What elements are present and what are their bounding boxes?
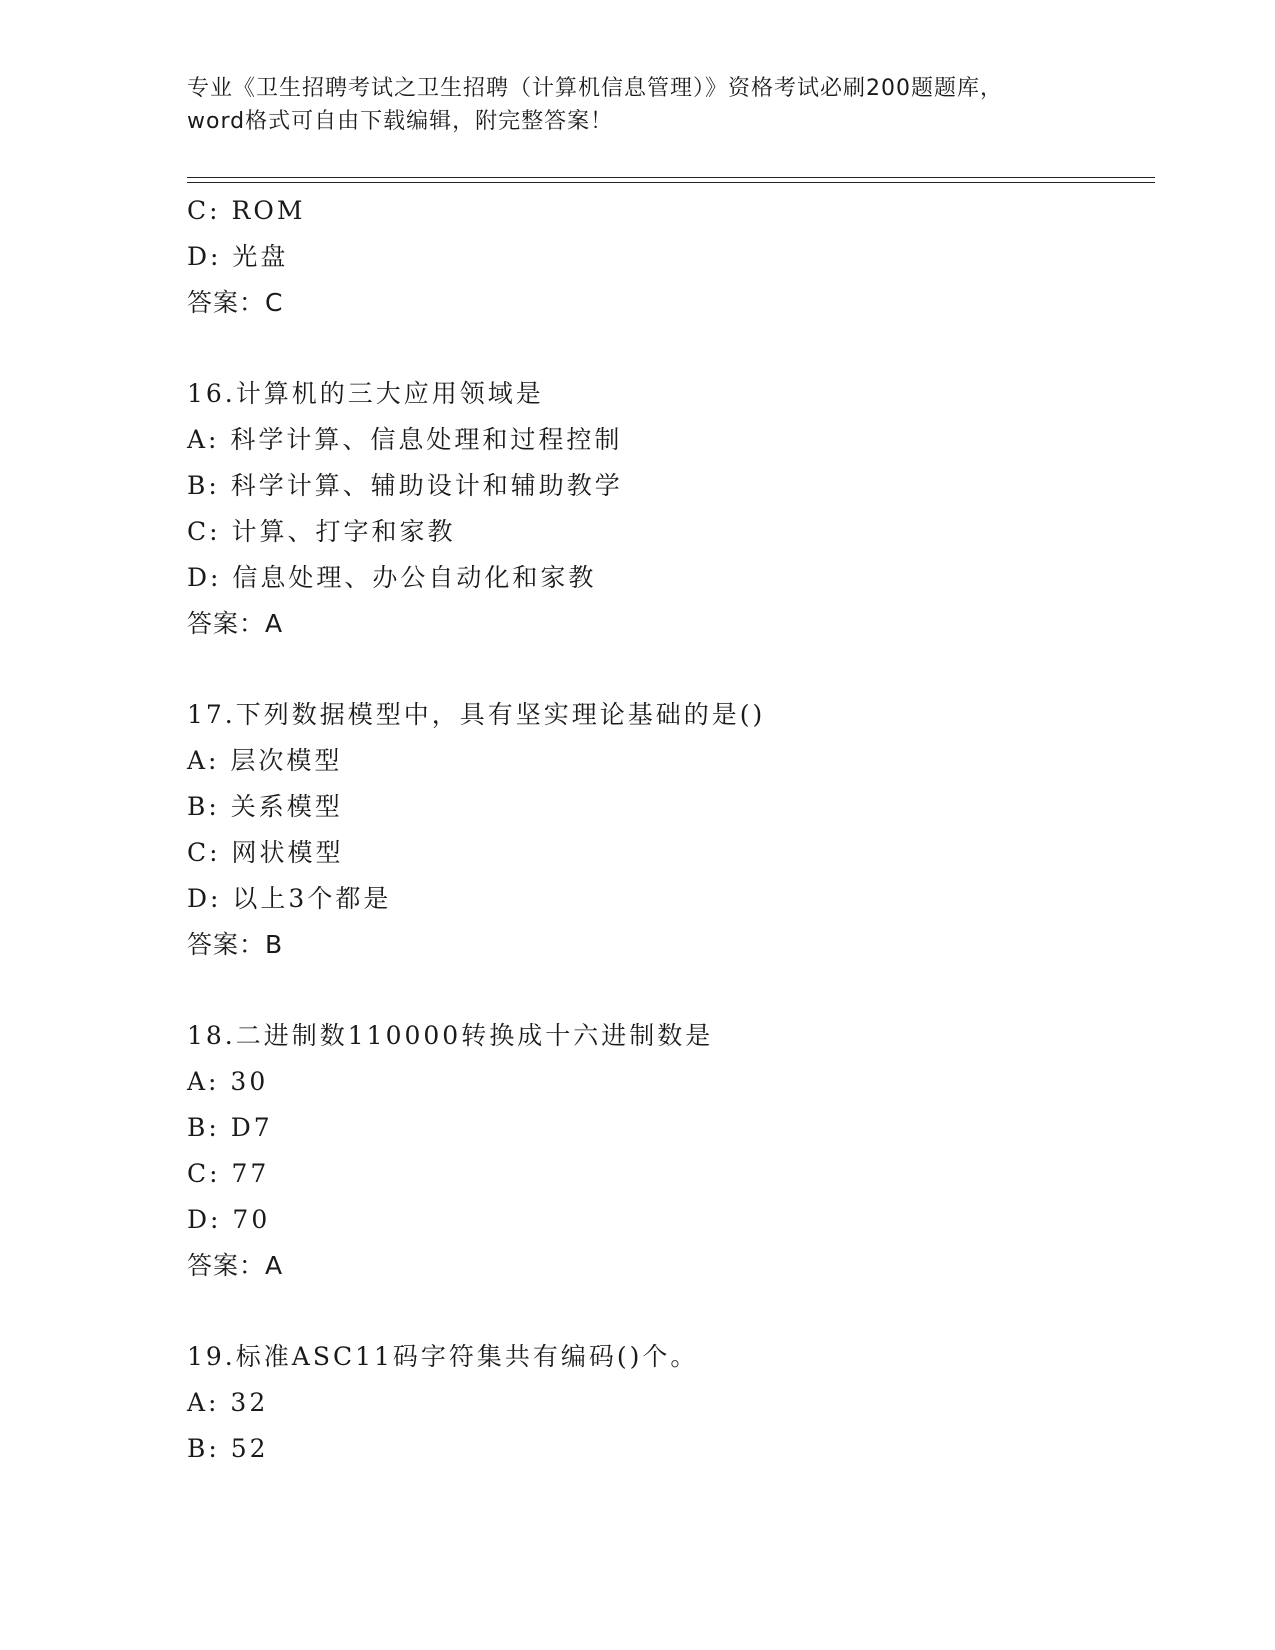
option-c: C: ROM [187, 196, 306, 225]
partial-question-15 [187, 188, 1147, 326]
question-19 [187, 1334, 1147, 1472]
question-18 [187, 1013, 1147, 1289]
question-stem: 18.二进制数110000转换成十六进制数是 [187, 1021, 714, 1050]
option-d: D: 光盘 [187, 242, 289, 271]
option-d: D: 以上3个都是 [187, 884, 392, 913]
option-b: B: D7 [187, 1113, 273, 1142]
question-stem: 16.计算机的三大应用领域是 [187, 379, 544, 408]
option-b: B: 52 [187, 1434, 269, 1463]
option-a: A: 层次模型 [187, 746, 343, 775]
header-line-1: 专业《卫生招聘考试之卫生招聘（计算机信息管理）》资格考试必刷200题题库， [187, 76, 1003, 101]
header-divider-top [187, 177, 1155, 178]
option-c: C: 77 [187, 1159, 270, 1188]
question-stem: 19.标准ASC11码字符集共有编码()个。 [187, 1342, 699, 1371]
question-16 [187, 371, 1147, 647]
option-a: A: 32 [187, 1388, 269, 1417]
question-17 [187, 692, 1147, 968]
option-b: B: 关系模型 [187, 792, 343, 821]
header-divider-bottom [187, 182, 1155, 183]
option-d: D: 70 [187, 1205, 271, 1234]
document-header [187, 72, 1087, 138]
question-stem: 17.下列数据模型中，具有坚实理论基础的是() [187, 700, 766, 729]
option-d: D: 信息处理、办公自动化和家教 [187, 563, 597, 592]
answer-line: 答案：A [187, 609, 284, 638]
answer-line: 答案：A [187, 1251, 284, 1280]
option-c: C: 计算、打字和家教 [187, 517, 456, 546]
question-list [187, 188, 1147, 1472]
option-a: A: 30 [187, 1067, 269, 1096]
option-c: C: 网状模型 [187, 838, 344, 867]
answer-line: 答案：C [187, 288, 284, 317]
option-b: B: 科学计算、辅助设计和辅助教学 [187, 471, 623, 500]
option-a: A: 科学计算、信息处理和过程控制 [187, 425, 623, 454]
answer-line: 答案：B [187, 930, 284, 959]
header-line-2: word格式可自由下载编辑，附完整答案！ [187, 109, 614, 134]
